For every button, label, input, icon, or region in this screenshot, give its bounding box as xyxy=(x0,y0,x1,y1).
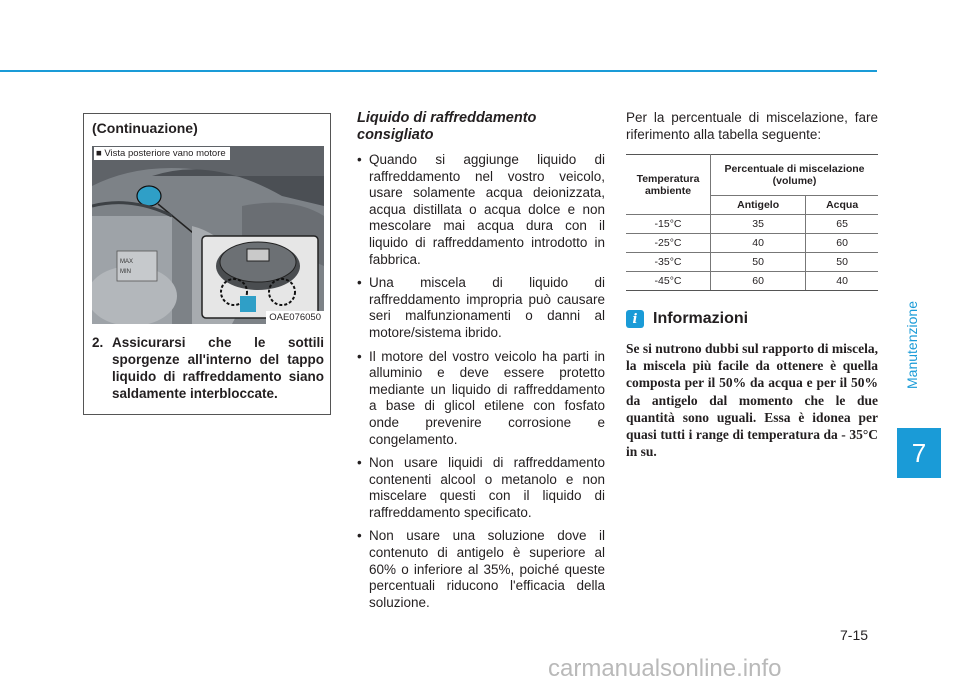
coolant-section xyxy=(357,110,605,618)
cell-water: 60 xyxy=(806,234,878,253)
table-intro: Per la percentuale di miscelazione, fare riferimento alla tabella seguente: xyxy=(626,110,878,142)
cell-water: 40 xyxy=(806,272,878,291)
cell-antifreeze: 35 xyxy=(711,215,806,234)
info-text: Se si nutrono dubbi sul rapporto di miscela, la miscela più facile da ottenere è quella composta per il 50% da acqua e per il 50% da antigelo dal momento che le due quantità sono uguali. Essa è idonea per quasi tutti i range di temperatura da - 35°C in su. xyxy=(626,341,878,460)
cell-temp: -35°C xyxy=(626,253,711,272)
page-number: 7-15 xyxy=(840,627,869,643)
bullet-item: • Quando si aggiunge liquido di raffreddamento nel vostro veicolo, usare solamente acqua deionizzata, acqua distillata o acqua dolce e non mescolare mai acqua dura con il liquido di raffreddamento introdotto in fabbrica. xyxy=(357,152,605,268)
bullet-item: • Non usare una soluzione dove il contenuto di antigelo è superiore al 60% o inferiore al 35%, poiché queste percentuali riducono l'efficacia della soluzione. xyxy=(357,528,605,611)
top-rule xyxy=(0,70,877,72)
table-row xyxy=(626,253,878,272)
figure-caption: ■ Vista posteriore vano motore xyxy=(94,147,230,160)
step-text: Assicurarsi che le sottili sporgenze all'interno del tappo liquido di raffreddamento siano saldamente interbloccate. xyxy=(112,335,324,401)
cell-temp: -25°C xyxy=(626,234,711,253)
svg-text:MIN: MIN xyxy=(120,269,131,275)
section-heading: Liquido di raffreddamento consigliato xyxy=(357,110,537,143)
col-antifreeze-header: Antigelo xyxy=(711,196,806,215)
cell-antifreeze: 60 xyxy=(711,272,806,291)
figure-code: OAE076050 xyxy=(266,311,324,324)
info-title: Informazioni xyxy=(653,310,749,327)
cell-water: 65 xyxy=(806,215,878,234)
cell-antifreeze: 50 xyxy=(711,253,806,272)
mix-section xyxy=(626,110,878,460)
svg-text:MAX: MAX xyxy=(120,259,134,265)
cell-temp: -15°C xyxy=(626,215,711,234)
info-icon: i xyxy=(626,310,644,328)
chapter-label-text: Manutenzione xyxy=(904,301,921,389)
col-water-header: Acqua xyxy=(806,196,878,215)
chapter-label xyxy=(893,270,931,420)
table-row xyxy=(626,215,878,234)
bullet-item: • Una miscela di liquido di raffreddamento impropria può causare seri malfunzionamenti o danni al motore/sistema ibrido. xyxy=(357,275,605,341)
col-group-header: Percentuale di miscelazione (volume) xyxy=(711,155,879,196)
col-temp-header: Temperatura ambiente xyxy=(626,155,711,215)
cell-temp: -45°C xyxy=(626,272,711,291)
cell-water: 50 xyxy=(806,253,878,272)
bullet-item: • Il motore del vostro veicolo ha parti in alluminio e deve essere protetto mediante un liquido di raffreddamento a base di glicol etilene con fosfato onde prevenire corrosione e congelamento. xyxy=(357,349,605,449)
step-2 xyxy=(92,334,324,402)
panel-title: (Continuazione) xyxy=(92,120,198,136)
table-row xyxy=(626,272,878,291)
continuation-panel xyxy=(83,113,331,415)
engine-bay-illustration xyxy=(92,146,324,324)
info-header xyxy=(626,310,748,328)
watermark: carmanualsonline.info xyxy=(548,655,782,682)
bullet-item: • Non usare liquidi di raffreddamento contenenti alcool o metanolo e non miscelare questi con il liquido di raffreddamento specificato. xyxy=(357,455,605,521)
cell-antifreeze: 40 xyxy=(711,234,806,253)
step-number: 2. xyxy=(92,335,104,350)
mix-table xyxy=(626,154,878,291)
engine-bay-figure xyxy=(92,146,324,324)
table-row xyxy=(626,234,878,253)
coolant-bullets xyxy=(357,152,605,611)
chapter-number-tab: 7 xyxy=(897,428,941,478)
